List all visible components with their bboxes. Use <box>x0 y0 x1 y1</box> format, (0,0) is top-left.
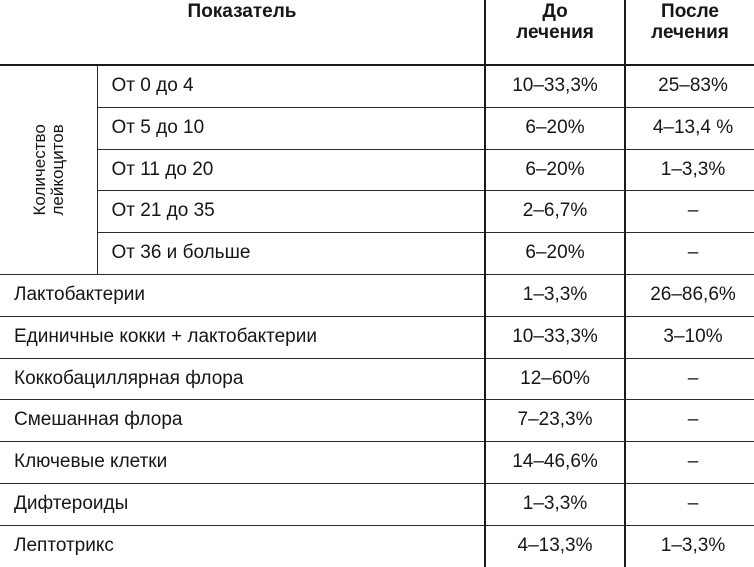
table-row <box>0 65 754 107</box>
value-before: 6–20% <box>485 233 625 275</box>
row-label: Ключевые клетки <box>0 442 485 484</box>
header-row <box>0 0 754 65</box>
value-before: 1–3,3% <box>485 274 625 316</box>
header-before-line2: лечения <box>516 21 594 43</box>
row-label: От 36 и больше <box>97 233 485 275</box>
row-label: Смешанная флора <box>0 400 485 442</box>
value-before: 6–20% <box>485 107 625 149</box>
header-after <box>625 0 754 65</box>
row-label: От 5 до 10 <box>97 107 485 149</box>
value-before: 10–33,3% <box>485 65 625 107</box>
table-row <box>0 358 754 400</box>
value-after: 3–10% <box>625 316 754 358</box>
table-row <box>0 525 754 566</box>
value-after: 1–3,3% <box>625 525 754 566</box>
row-label: Лептотрикс <box>14 534 114 556</box>
value-before: 1–3,3% <box>485 483 625 525</box>
row-label: Коккобациллярная флора <box>0 358 485 400</box>
table-row <box>0 107 754 149</box>
header-after-line1: После <box>661 1 719 22</box>
row-label: От 0 до 4 <box>97 65 485 107</box>
value-after: – <box>625 483 754 525</box>
value-before: 7–23,3% <box>485 400 625 442</box>
value-after: – <box>625 400 754 442</box>
value-before: 4–13,3% <box>485 525 625 566</box>
table-row <box>0 191 754 233</box>
header-before <box>485 0 625 65</box>
row-label: Дифтероиды <box>0 483 485 525</box>
leukocytes-group-line2: лейкоцитов <box>47 124 67 216</box>
value-after: – <box>625 233 754 275</box>
header-before-line1: До <box>542 1 568 22</box>
table-row <box>0 483 754 525</box>
table-row <box>0 316 754 358</box>
value-before: 14–46,6% <box>485 442 625 484</box>
value-before: 2–6,7% <box>485 191 625 233</box>
value-after: 26–86,6% <box>625 274 754 316</box>
value-after: – <box>625 358 754 400</box>
value-after: 1–3,3% <box>625 149 754 191</box>
row-label: Единичные кокки + лактобактерии <box>0 316 485 358</box>
row-label: Лактобактерии <box>0 274 485 316</box>
table-row <box>0 149 754 191</box>
leukocytes-group-label <box>0 65 97 274</box>
table-row <box>0 400 754 442</box>
table-row <box>0 274 754 316</box>
leukocytes-group-line1: Количество <box>29 124 49 216</box>
row-label: От 11 до 20 <box>97 149 485 191</box>
value-after: – <box>625 191 754 233</box>
row-label: От 21 до 35 <box>97 191 485 233</box>
value-before: 10–33,3% <box>485 316 625 358</box>
table-row <box>0 233 754 275</box>
value-after: 25–83% <box>625 65 754 107</box>
header-after-line2: лечения <box>651 21 729 43</box>
table-row <box>0 442 754 484</box>
value-before: 12–60% <box>485 358 625 400</box>
value-after: – <box>625 442 754 484</box>
value-before: 6–20% <box>485 149 625 191</box>
header-indicator: Показатель <box>0 0 485 65</box>
value-after: 4–13,4 % <box>625 107 754 149</box>
